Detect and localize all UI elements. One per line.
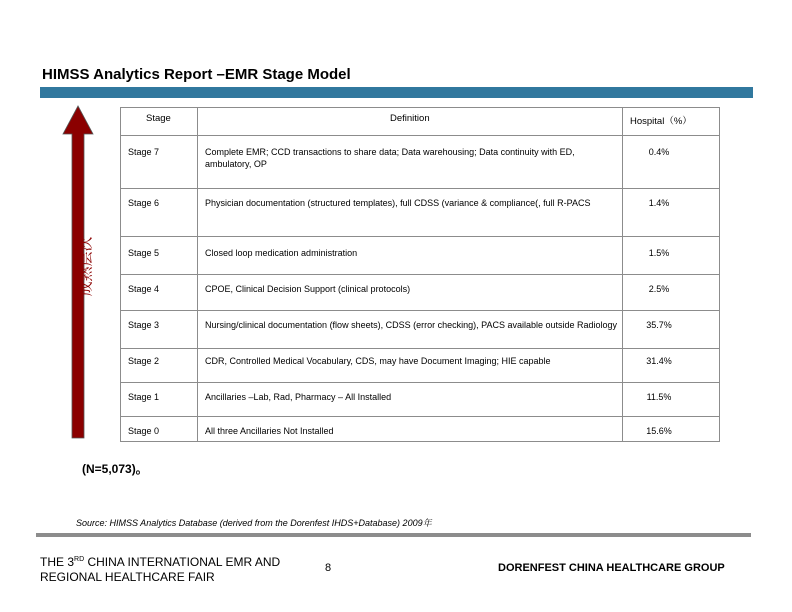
source-citation: Source: HIMSS Analytics Database (derived from the Dorenfest IHDS+Database) 2009年 — [76, 518, 432, 528]
page-title: HIMSS Analytics Report –EMR Stage Model — [42, 66, 351, 83]
table-row-definition: Complete EMR; CCD transactions to share data; Data warehousing; Data continuity with ED, ambulatory, OP — [205, 147, 575, 169]
maturity-level-label: 成熟层次 — [76, 236, 95, 297]
table-row-definition: CDR, Controlled Medical Vocabulary, CDS, may have Document Imaging; HIE capable — [205, 356, 551, 366]
table-row-percent: 15.6% — [646, 426, 672, 436]
footer-event-sup: RD — [74, 556, 85, 563]
table-row-definition: Nursing/clinical documentation (flow sheets), CDSS (error checking), PACS available outside Radiology — [205, 320, 618, 330]
table-row-stage: Stage 2 — [128, 356, 160, 366]
table-row-percent: 35.7% — [646, 320, 672, 330]
table-row-percent: 2.5% — [648, 284, 670, 294]
row-divider — [120, 135, 720, 136]
table-row-definition: CPOE, Clinical Decision Support (clinical protocols) — [205, 284, 411, 294]
table-row-stage: Stage 0 — [128, 426, 160, 436]
footer-event-line2: REGIONAL HEALTHCARE FAIR — [40, 570, 215, 584]
title-divider-bar — [40, 87, 753, 98]
row-divider — [120, 348, 720, 349]
table-row-percent: 0.4% — [648, 147, 670, 157]
row-divider — [120, 188, 720, 189]
footer-event-line1-post: CHINA INTERNATIONAL EMR AND — [84, 555, 281, 569]
table-row-definition: Physician documentation (structured templates), full CDSS (variance & compliance(, full R-PACS — [205, 198, 591, 208]
footer-divider-bar — [36, 533, 751, 537]
table-row-stage: Stage 3 — [128, 320, 160, 330]
header-hospital: Hospital（%） — [630, 116, 692, 127]
table-row-percent: 1.5% — [648, 248, 670, 258]
table-row-stage: Stage 5 — [128, 248, 160, 258]
header-stage: Stage — [146, 113, 171, 124]
table-row-stage: Stage 7 — [128, 147, 160, 157]
row-divider — [120, 310, 720, 311]
table-row-percent: 11.5% — [646, 392, 672, 402]
table-row-percent: 1.4% — [648, 198, 670, 208]
table-row-percent: 31.4% — [646, 356, 672, 366]
footer-event-line1-pre: THE 3 — [40, 555, 75, 569]
table-row-definition: Ancillaries –Lab, Rad, Pharmacy – All Installed — [205, 392, 392, 402]
row-divider — [120, 236, 720, 237]
footer-organization: DORENFEST CHINA HEALTHCARE GROUP — [498, 562, 725, 574]
table-row-definition: All three Ancillaries Not Installed — [205, 426, 334, 436]
table-row-stage: Stage 6 — [128, 198, 160, 208]
header-definition: Definition — [390, 113, 430, 124]
row-divider — [120, 416, 720, 417]
row-divider — [120, 274, 720, 275]
table-row-stage: Stage 4 — [128, 284, 160, 294]
page-number: 8 — [325, 562, 332, 574]
footer-event-name — [40, 555, 280, 585]
table-row-stage: Stage 1 — [128, 392, 160, 402]
row-divider — [120, 382, 720, 383]
table-row-definition: Closed loop medication administration — [205, 248, 358, 258]
sample-size-note: (N=5,073)。 — [82, 462, 148, 476]
